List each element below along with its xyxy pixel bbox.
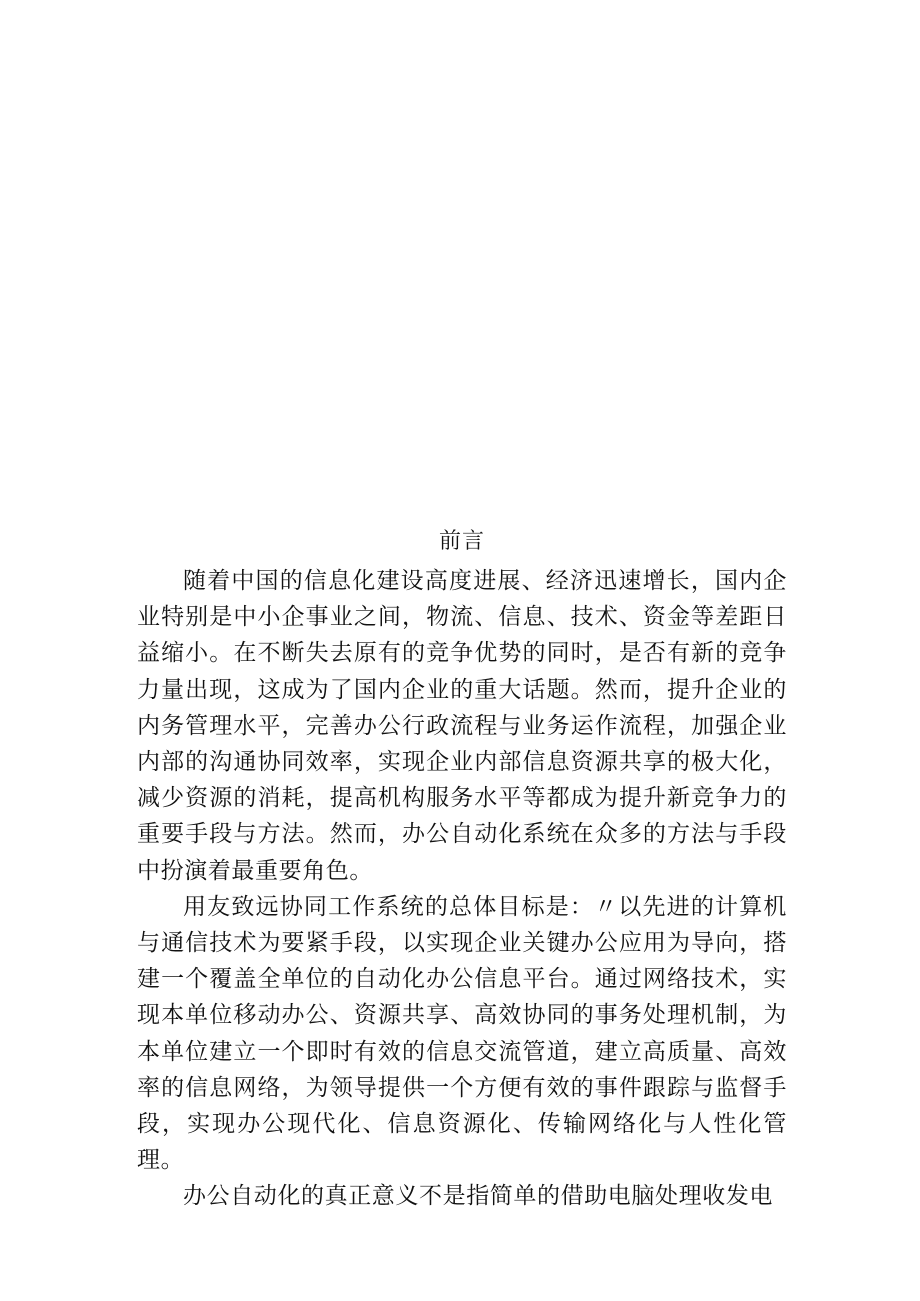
document-body (137, 523, 787, 1215)
document-title: 前言 (438, 529, 485, 554)
paragraph-2: 用友致远协同工作系统的总体目标是：〃以先进的计算机与通信技术为要紧手段，以实现企业关键办公应用为导向，搭建一个覆盖全单位的自动化办公信息平台。通过网络技术，实现本单位移动办公、资源共享、高效协同的事务处理机制，为本单位建立一个即时有效的信息交流管道，建立高质量、高效率的信息网络，为领导提供一个方便有效的事件跟踪与监督手段，实现办公现代化、信息资源化、传输网络化与人性化管理。 (137, 893, 787, 1174)
paragraph-1: 随着中国的信息化建设高度进展、经济迅速增长，国内企业特别是中小企事业之间，物流、信息、技术、资金等差距日益缩小。在不断失去原有的竞争优势的同时，是否有新的竞争力量出现，这成为了国内企业的重大话题。然而，提升企业的内务管理水平，完善办公行政流程与业务运作流程，加强企业内部的沟通协同效率，实现企业内部信息资源共享的极大化，减少资源的消耗，提高机构服务水平等都成为提升新竞争力的重要手段与方法。然而，办公自动化系统在众多的方法与手段中扮演着最重要角色。 (137, 568, 787, 884)
paragraph-3: 办公自动化的真正意义不是指简单的借助电脑处理收发电 (183, 1183, 773, 1210)
